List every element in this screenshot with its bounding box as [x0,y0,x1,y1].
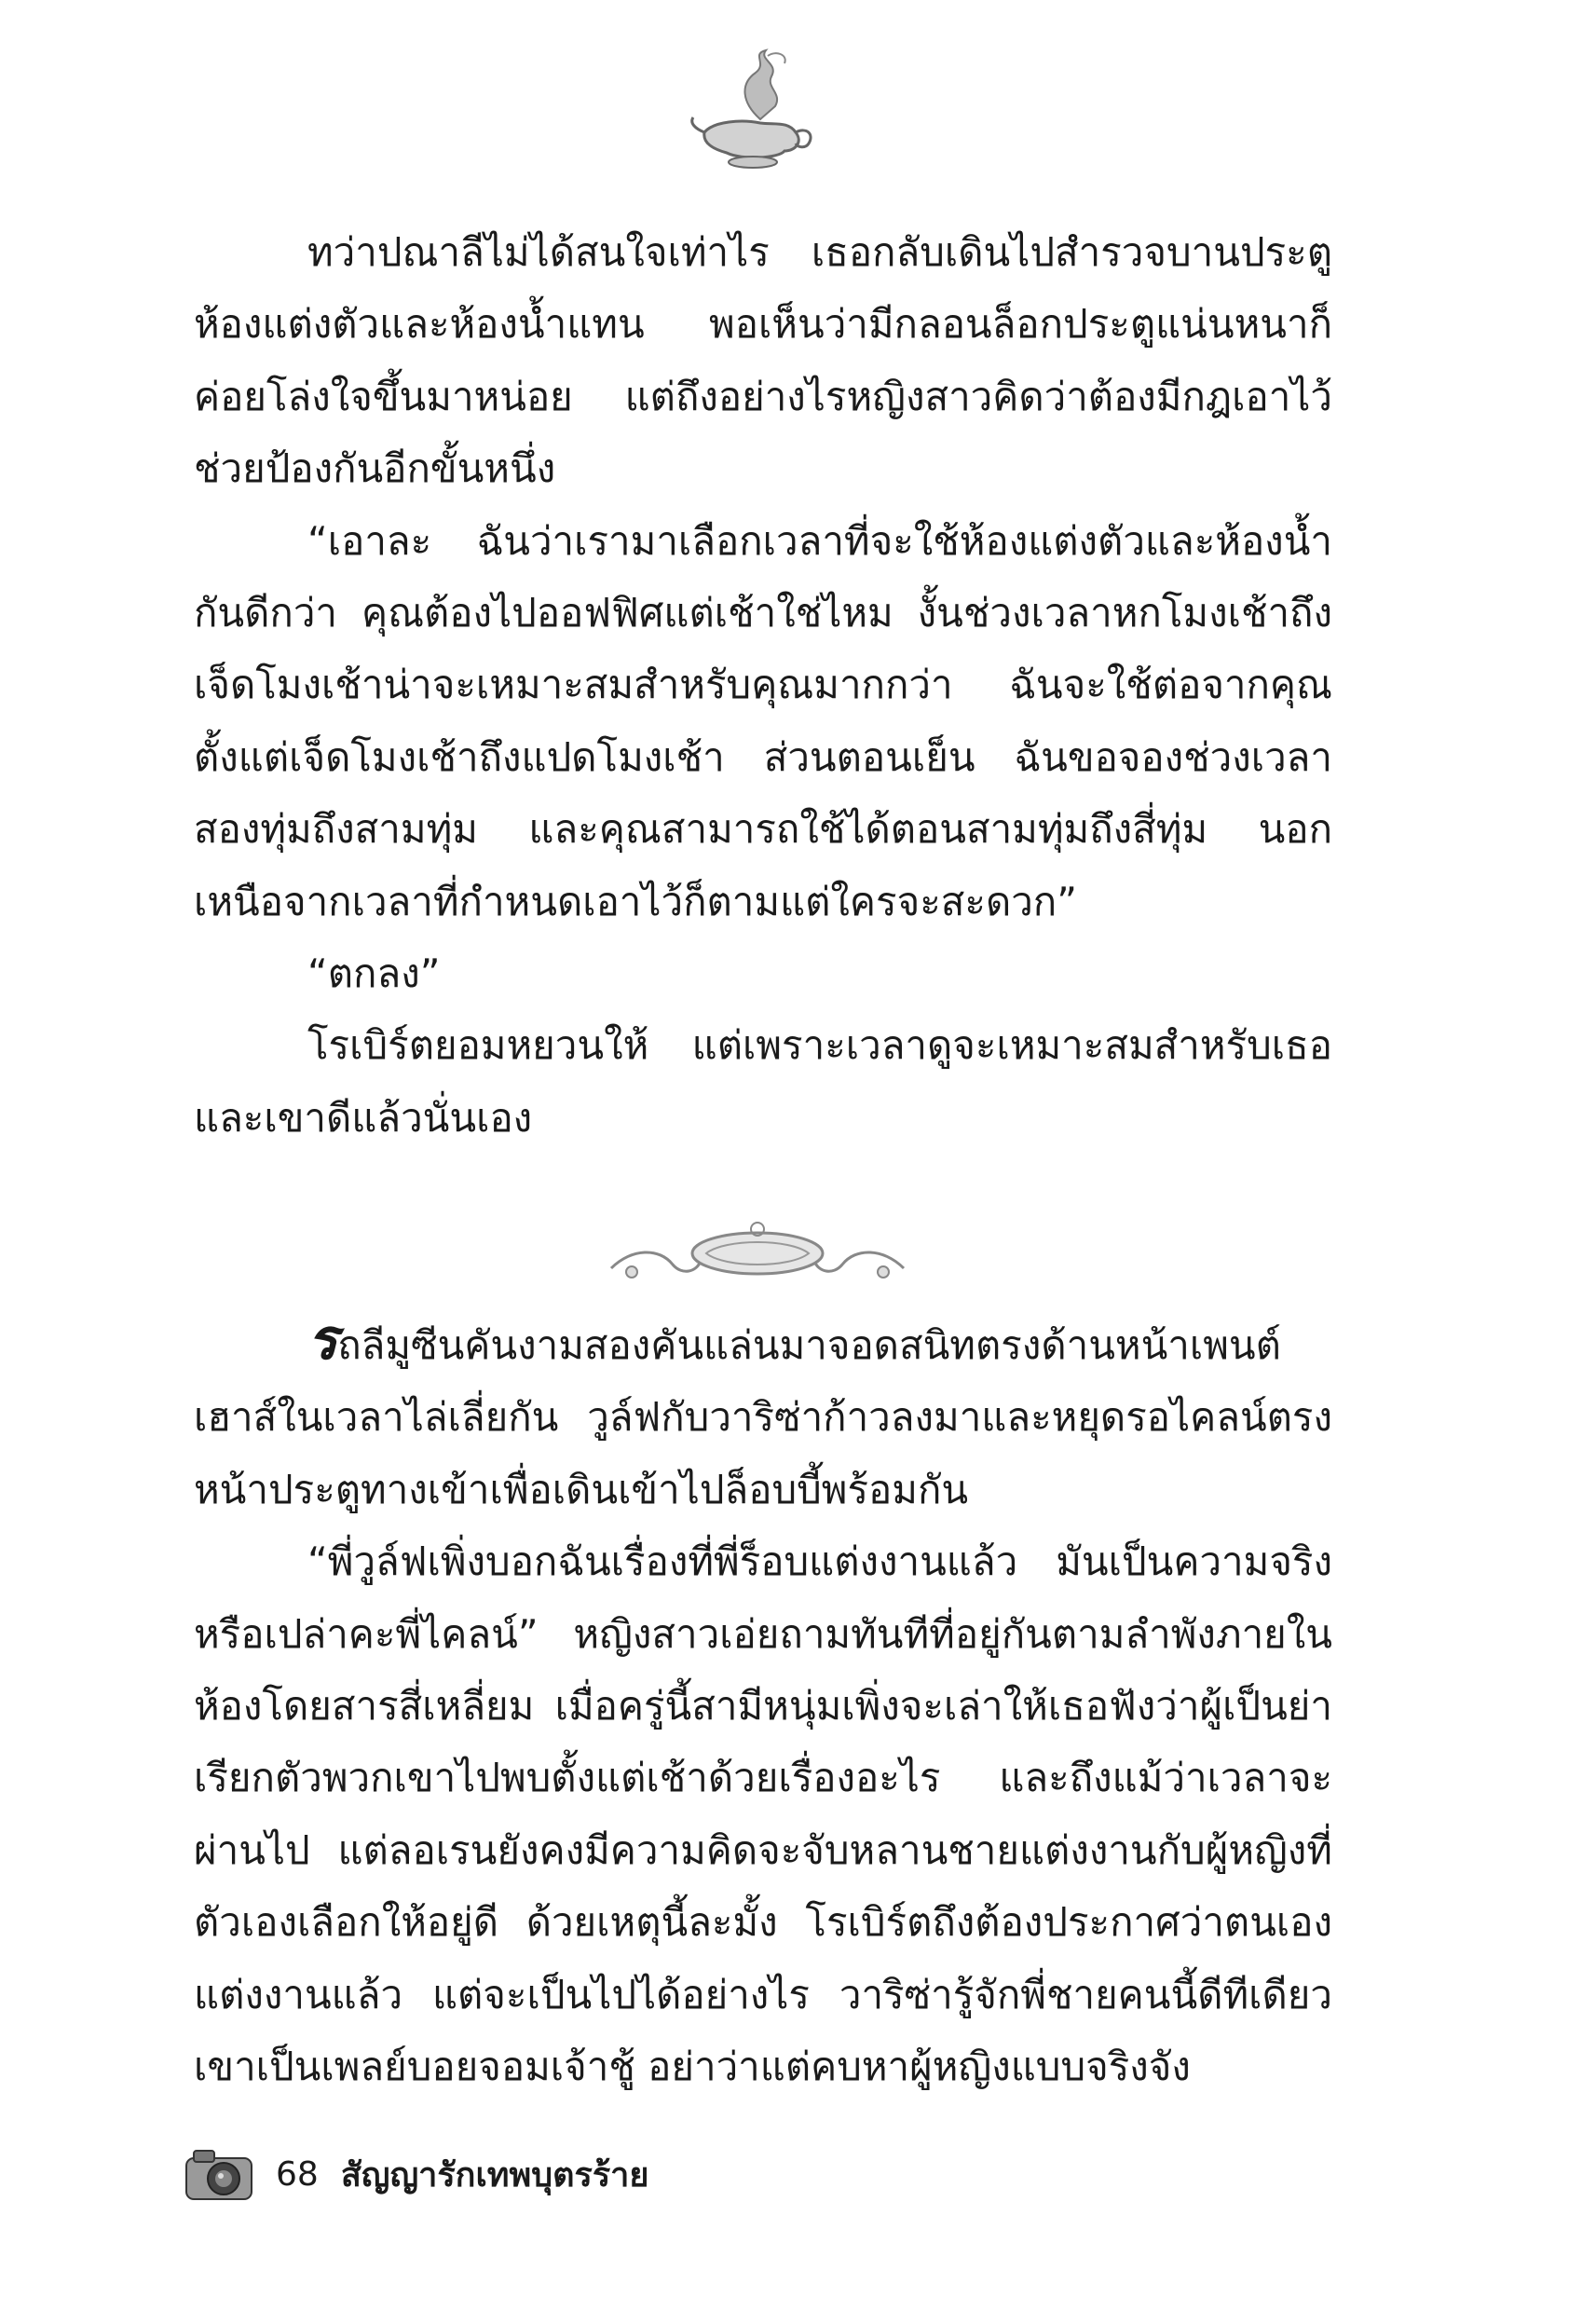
text-block-lower [194,1309,1332,2102]
paragraph: “เอาละ ฉันว่าเรามาเลือกเวลาที่จะใช้ห้องแต่งตัวและห้องน้ำกันดีกว่า คุณต้องไปออฟฟิศแต่เช้าใช่ไหม งั้นช่วงเวลาหกโมงเช้าถึงเจ็ดโมงเช้าน่าจะเหมาะสมสำหรับคุณมากกว่า ฉันจะใช้ต่อจากคุณตั้งแต่เจ็ดโมงเช้าถึงแปดโมงเช้า ส่วนตอนเย็น ฉันขอจองช่วงเวลาสองทุ่มถึงสามทุ่ม และคุณสามารถใช้ได้ตอนสามทุ่มถึงสี่ทุ่ม นอกเหนือจากเวลาที่กำหนดเอาไว้ก็ตามแต่ใครจะสะดวก” [194,517,1332,924]
paragraph: “พี่วูล์ฟเพิ่งบอกฉันเรื่องที่พี่ร็อบแต่งงานแล้ว มันเป็นความจริงหรือเปล่าคะพี่ไคลน์” หญิงสาวเอ่ยถามทันทีที่อยู่กันตามลำพังภายในห้องโดยสารสี่เหลี่ยม เมื่อครู่นี้สามีหนุ่มเพิ่งจะเล่าให้เธอฟังว่าผู้เป็นย่าเรียกตัวพวกเขาไปพบตั้งแต่เช้าด้วยเรื่องอะไร และถึงแม้ว่าเวลาจะผ่านไป แต่ลอเรนยังคงมีความคิดจะจับหลานชายแต่งงานกับผู้หญิงที่ตัวเองเลือกให้อยู่ดี ด้วยเหตุนี้ละมั้ง โรเบิร์ตถึงต้องประกาศว่าตนเองแต่งงานแล้ว แต่จะเป็นไปได้อย่างไร วาริซ่ารู้จักพี่ชายคนนี้ดีทีเดียว เขาเป็นเพลย์บอยจอมเจ้าชู้ อย่าว่าแต่คบหาผู้หญิงแบบจริงจัง [194,1538,1332,2090]
text-block-upper [194,216,1332,1154]
book-title: สัญญารักเทพบุตรร้าย [340,2155,649,2195]
camera-icon [183,2143,255,2205]
section-divider-ornament-icon [604,1216,911,1291]
paragraph: ทว่าปณาลีไม่ได้สนใจเท่าไร เธอกลับเดินไปสำรวจบานประตูห้องแต่งตัวและห้องน้ำแทน พอเห็นว่ามีกลอนล็อกประตูแน่นหนาก็ค่อยโล่งใจขึ้นมาหน่อย แต่ถึงอย่างไรหญิงสาวคิดว่าต้องมีกฎเอาไว้ช่วยป้องกันอีกขั้นหนึ่ง [194,229,1332,492]
paragraph: “ตกลง” [307,950,441,997]
genie-lamp-ornament-icon [686,47,816,172]
dropcap: ร [307,1307,338,1373]
paragraph [194,1309,1332,1525]
page-number: 68 [276,2154,319,2194]
page-footer [183,2141,648,2207]
paragraph: โรเบิร์ตยอมหยวนให้ แต่เพราะเวลาดูจะเหมาะสมสำหรับเธอและเขาดีแล้วนั่นเอง [194,1022,1332,1141]
paragraph-text: ถลีมูซีนคันงามสองคันแล่นมาจอดสนิทตรงด้านหน้าเพนต์เฮาส์ในเวลาไล่เลี่ยกัน วูล์ฟกับวาริซ่าก้าวลงมาและหยุดรอไคลน์ตรงหน้าประตูทางเข้าเพื่อเดินเข้าไปล็อบบี้พร้อมกัน [194,1322,1332,1512]
